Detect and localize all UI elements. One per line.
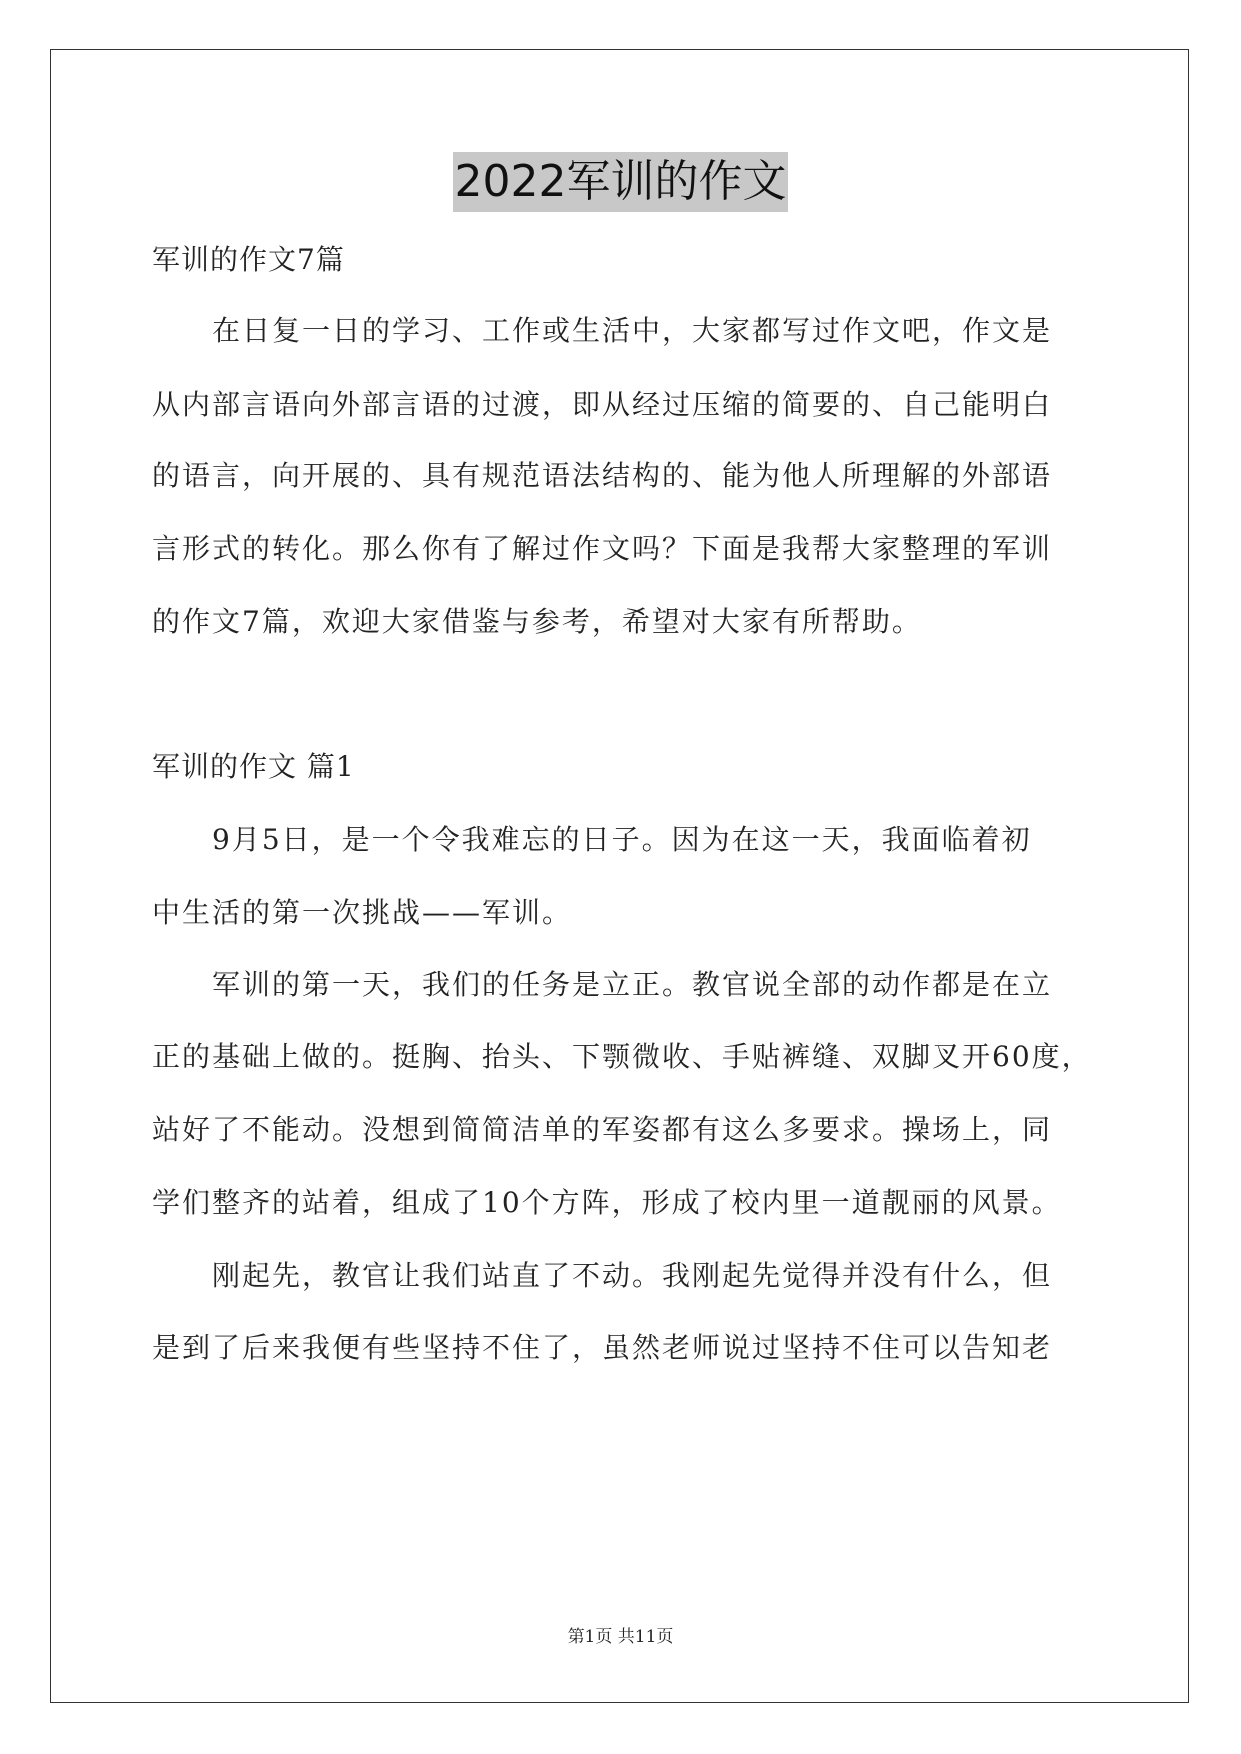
section-heading: 军训的作文 篇1 [152,750,355,783]
page-number: 第1页 共11页 [567,1627,674,1647]
body-line: 正的基础上做的。挺胸、抬头、下颚微收、手贴裤缝、双脚叉开60度， [152,1040,1092,1073]
intro-line: 言形式的转化。那么你有了解过作文吗？下面是我帮大家整理的军训 [152,532,1053,565]
body-line: 是到了后来我便有些坚持不住了，虽然老师说过坚持不住可以告知老 [152,1331,1053,1364]
intro-line: 在日复一日的学习、工作或生活中，大家都写过作文吧，作文是 [212,314,1053,347]
intro-line: 的语言，向开展的、具有规范语法结构的、能为他人所理解的外部语 [152,459,1053,492]
intro-line: 的作文7篇，欢迎大家借鉴与参考，希望对大家有所帮助。 [152,605,922,638]
body-line: 军训的第一天，我们的任务是立正。教官说全部的动作都是在立 [212,968,1053,1001]
body-line: 学们整齐的站着，组成了10个方阵，形成了校内里一道靓丽的风景。 [152,1186,1062,1219]
document-subtitle: 军训的作文7篇 [152,243,345,276]
page-border [50,49,1189,1703]
body-line: 站好了不能动。没想到简简洁单的军姿都有这么多要求。操场上，同 [152,1113,1053,1146]
body-line: 9月5日，是一个令我难忘的日子。因为在这一天，我面临着初 [212,823,1032,856]
document-title: 2022军训的作文 [453,152,789,212]
intro-line: 从内部言语向外部言语的过渡，即从经过压缩的简要的、自己能明白 [152,388,1053,421]
body-line: 中生活的第一次挑战——军训。 [152,896,573,929]
body-line: 刚起先，教官让我们站直了不动。我刚起先觉得并没有什么，但 [212,1259,1053,1292]
title-container [0,152,1241,212]
